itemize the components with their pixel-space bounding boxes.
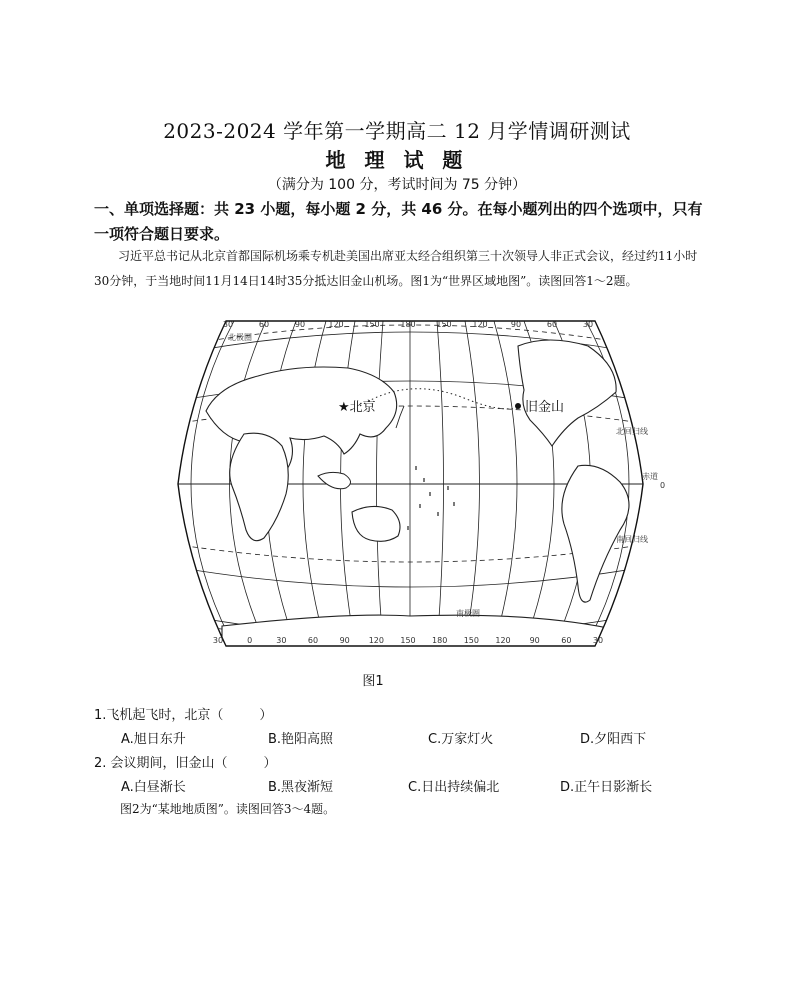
question-2 [94,752,277,771]
equator-label: 赤道 [642,472,658,481]
tropic-cancer-label: 北回归线 [616,427,648,436]
q2-option-d[interactable]: D.正午日影渐长 [560,780,653,795]
bottom-longitude-tick-2: 30 [276,636,287,645]
bottom-longitude-tick-7: 180 [432,636,448,645]
bottom-longitude-tick-8: 150 [463,636,479,645]
question-1 [94,704,272,723]
question-1-close: ） [259,708,273,723]
bottom-longitude-tick-4: 90 [339,636,350,645]
arctic-circle-label: 北极圈 [228,333,252,342]
antarctic-circle-label: 南极圈 [456,609,480,618]
q1-option-d[interactable]: D.夕阳西下 [580,732,647,747]
bottom-longitude-tick-0: 30 [212,636,224,645]
tropic-capricorn-label: 南回归线 [616,535,648,544]
q1-option-b[interactable]: B.艳阳高照 [268,732,334,747]
bottom-longitude-tick-3: 60 [307,636,319,645]
top-longitude-tick-1: 60 [258,320,270,329]
q1-option-a[interactable]: A.旭日东升 [121,732,186,747]
top-longitude-tick-6: 150 [436,320,452,329]
figure2-note: 图2为“某地地质图”。读图回答3～4题。 [120,802,336,816]
bottom-longitude-tick-10: 90 [529,636,540,645]
top-longitude-tick-0: 30 [222,320,234,329]
q2-option-a[interactable]: A.白昼渐长 [121,780,186,795]
bottom-longitude-tick-6: 150 [400,636,416,645]
equator-zero-label: 0 [660,481,666,490]
q2-option-b[interactable]: B.黑夜渐短 [268,780,334,795]
exam-info: （满分为 100 分，考试时间为 75 分钟） [267,177,527,193]
san-francisco-label: 旧金山 [525,400,565,415]
top-longitude-tick-2: 90 [294,320,306,329]
bottom-longitude-tick-12: 30 [592,636,604,645]
san-francisco-dot [515,403,521,409]
top-longitude-tick-9: 60 [546,320,558,329]
top-longitude-tick-8: 90 [510,320,522,329]
beijing-label: ★北京 [338,400,376,415]
question-1-stem: 1.飞机起飞时，北京（ [94,708,224,723]
top-longitude-tick-3: 120 [328,320,344,329]
q2-option-c[interactable]: C.日出持续偏北 [408,780,500,795]
bottom-longitude-tick-5: 120 [368,636,384,645]
bottom-longitude-tick-9: 120 [495,636,511,645]
exam-title: 2023-2024 学年第一学期高二 12 月学情调研测试 [163,119,631,143]
question-2-close: ） [263,756,277,771]
question-intro: 习近平总书记从北京首都国际机场乘专机赴美国出席亚太经合组织第三十次领导人非正式会议，经过约11小时30分钟，于当地时间11月14日14时35分抵达旧金山机场。图1为“世界区域地图”。读图回答1～2题。 [94,249,698,288]
q1-option-c[interactable]: C.万家灯火 [428,732,494,747]
world-map-figure [148,316,673,651]
section-heading: 一、单项选择题：共 23 小题，每小题 2 分，共 46 分。在每小题列出的四个选项中，只有一项符合题日要求。 [94,200,703,243]
question-2-stem: 2. 会议期间，旧金山（ [94,756,228,771]
subject-title: 地 理 试 题 [325,148,469,172]
top-longitude-tick-5: 180 [400,320,416,329]
top-longitude-tick-10: 30 [582,320,594,329]
figure-caption: 图1 [362,674,384,689]
top-longitude-tick-7: 120 [472,320,488,329]
bottom-longitude-tick-11: 60 [561,636,572,645]
bottom-longitude-tick-1: 0 [247,636,253,645]
top-longitude-tick-4: 150 [364,320,380,329]
